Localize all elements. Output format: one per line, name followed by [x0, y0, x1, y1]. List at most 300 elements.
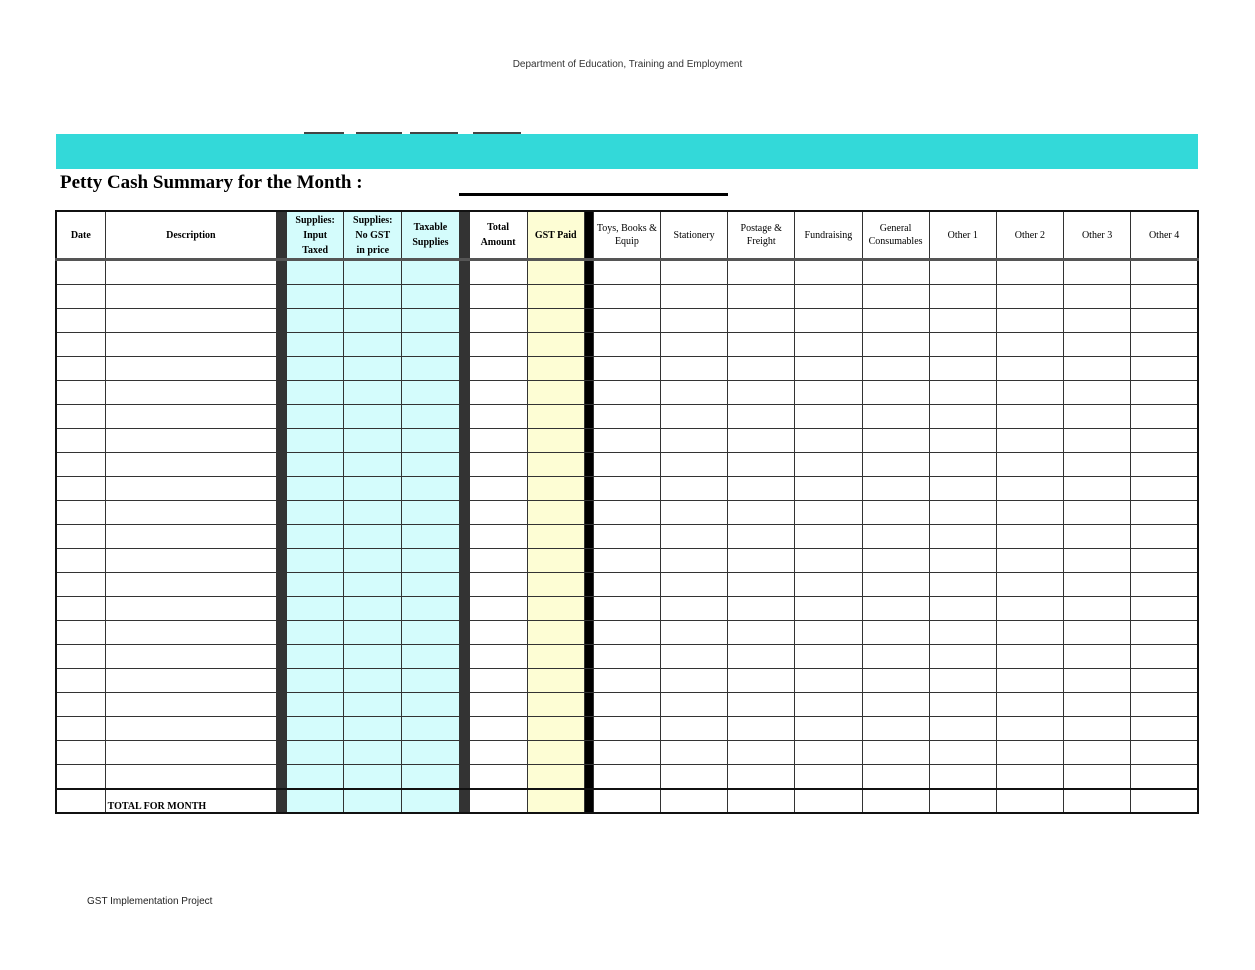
- cell-other2[interactable]: [996, 549, 1063, 573]
- cell-other2[interactable]: [996, 429, 1063, 453]
- cell-total-amount[interactable]: [469, 669, 527, 693]
- cell-gst-paid[interactable]: [527, 333, 584, 357]
- cell-description[interactable]: [105, 477, 276, 501]
- total-cell-general-consumables[interactable]: [862, 789, 929, 813]
- cell-toys-books-equip[interactable]: [593, 597, 660, 621]
- cell-other3[interactable]: [1064, 717, 1131, 741]
- cell-taxable-supplies[interactable]: [402, 645, 459, 669]
- cell-other3[interactable]: [1064, 669, 1131, 693]
- cell-postage-freight[interactable]: [728, 669, 795, 693]
- cell-date[interactable]: [56, 549, 105, 573]
- cell-postage-freight[interactable]: [728, 621, 795, 645]
- cell-postage-freight[interactable]: [728, 741, 795, 765]
- cell-other4[interactable]: [1131, 717, 1198, 741]
- cell-postage-freight[interactable]: [728, 549, 795, 573]
- cell-description[interactable]: [105, 260, 276, 285]
- cell-date[interactable]: [56, 477, 105, 501]
- cell-supplies-input-taxed[interactable]: [287, 429, 344, 453]
- cell-toys-books-equip[interactable]: [593, 645, 660, 669]
- cell-supplies-input-taxed[interactable]: [287, 597, 344, 621]
- cell-total-amount[interactable]: [469, 717, 527, 741]
- cell-other3[interactable]: [1064, 285, 1131, 309]
- cell-taxable-supplies[interactable]: [402, 357, 459, 381]
- cell-postage-freight[interactable]: [728, 453, 795, 477]
- cell-supplies-input-taxed[interactable]: [287, 717, 344, 741]
- month-input-line[interactable]: [459, 193, 728, 196]
- cell-total-amount[interactable]: [469, 621, 527, 645]
- cell-supplies-input-taxed[interactable]: [287, 333, 344, 357]
- cell-description[interactable]: [105, 501, 276, 525]
- cell-other3[interactable]: [1064, 501, 1131, 525]
- cell-gst-paid[interactable]: [527, 381, 584, 405]
- cell-supplies-no-gst[interactable]: [344, 765, 402, 790]
- cell-taxable-supplies[interactable]: [402, 741, 459, 765]
- cell-fundraising[interactable]: [795, 669, 862, 693]
- cell-total-amount[interactable]: [469, 573, 527, 597]
- cell-description[interactable]: [105, 645, 276, 669]
- total-cell-other1[interactable]: [929, 789, 996, 813]
- cell-other1[interactable]: [929, 381, 996, 405]
- cell-stationery[interactable]: [660, 549, 727, 573]
- cell-date[interactable]: [56, 285, 105, 309]
- cell-date[interactable]: [56, 525, 105, 549]
- cell-other2[interactable]: [996, 381, 1063, 405]
- cell-postage-freight[interactable]: [728, 693, 795, 717]
- cell-total-amount[interactable]: [469, 693, 527, 717]
- cell-other2[interactable]: [996, 285, 1063, 309]
- cell-other4[interactable]: [1131, 333, 1198, 357]
- cell-toys-books-equip[interactable]: [593, 549, 660, 573]
- cell-postage-freight[interactable]: [728, 717, 795, 741]
- cell-other3[interactable]: [1064, 693, 1131, 717]
- cell-toys-books-equip[interactable]: [593, 693, 660, 717]
- cell-other1[interactable]: [929, 717, 996, 741]
- cell-other3[interactable]: [1064, 477, 1131, 501]
- cell-stationery[interactable]: [660, 285, 727, 309]
- cell-supplies-no-gst[interactable]: [344, 693, 402, 717]
- cell-gst-paid[interactable]: [527, 621, 584, 645]
- cell-postage-freight[interactable]: [728, 333, 795, 357]
- cell-toys-books-equip[interactable]: [593, 357, 660, 381]
- cell-other2[interactable]: [996, 717, 1063, 741]
- cell-date[interactable]: [56, 405, 105, 429]
- cell-toys-books-equip[interactable]: [593, 621, 660, 645]
- cell-gst-paid[interactable]: [527, 717, 584, 741]
- cell-gst-paid[interactable]: [527, 405, 584, 429]
- cell-toys-books-equip[interactable]: [593, 669, 660, 693]
- cell-other4[interactable]: [1131, 693, 1198, 717]
- cell-gst-paid[interactable]: [527, 741, 584, 765]
- cell-taxable-supplies[interactable]: [402, 693, 459, 717]
- cell-other4[interactable]: [1131, 501, 1198, 525]
- cell-stationery[interactable]: [660, 573, 727, 597]
- cell-other3[interactable]: [1064, 549, 1131, 573]
- cell-other1[interactable]: [929, 405, 996, 429]
- cell-description[interactable]: [105, 381, 276, 405]
- cell-other4[interactable]: [1131, 405, 1198, 429]
- cell-general-consumables[interactable]: [862, 741, 929, 765]
- cell-total-amount[interactable]: [469, 549, 527, 573]
- cell-total-amount[interactable]: [469, 429, 527, 453]
- cell-fundraising[interactable]: [795, 309, 862, 333]
- total-cell-supplies-input-taxed[interactable]: [287, 789, 344, 813]
- cell-date[interactable]: [56, 669, 105, 693]
- cell-toys-books-equip[interactable]: [593, 309, 660, 333]
- cell-other2[interactable]: [996, 693, 1063, 717]
- cell-gst-paid[interactable]: [527, 429, 584, 453]
- cell-gst-paid[interactable]: [527, 765, 584, 790]
- cell-total-amount[interactable]: [469, 453, 527, 477]
- cell-supplies-input-taxed[interactable]: [287, 477, 344, 501]
- cell-other2[interactable]: [996, 501, 1063, 525]
- cell-other4[interactable]: [1131, 597, 1198, 621]
- cell-other1[interactable]: [929, 693, 996, 717]
- cell-fundraising[interactable]: [795, 477, 862, 501]
- cell-gst-paid[interactable]: [527, 453, 584, 477]
- cell-supplies-no-gst[interactable]: [344, 525, 402, 549]
- cell-total-amount[interactable]: [469, 333, 527, 357]
- cell-fundraising[interactable]: [795, 260, 862, 285]
- cell-date[interactable]: [56, 693, 105, 717]
- cell-postage-freight[interactable]: [728, 573, 795, 597]
- cell-gst-paid[interactable]: [527, 645, 584, 669]
- cell-other3[interactable]: [1064, 260, 1131, 285]
- cell-date[interactable]: [56, 621, 105, 645]
- cell-total-amount[interactable]: [469, 405, 527, 429]
- cell-other4[interactable]: [1131, 573, 1198, 597]
- cell-other1[interactable]: [929, 429, 996, 453]
- cell-gst-paid[interactable]: [527, 309, 584, 333]
- cell-stationery[interactable]: [660, 453, 727, 477]
- cell-other4[interactable]: [1131, 260, 1198, 285]
- cell-supplies-input-taxed[interactable]: [287, 645, 344, 669]
- total-cell-gst-paid[interactable]: [527, 789, 584, 813]
- cell-total-amount[interactable]: [469, 260, 527, 285]
- cell-description[interactable]: [105, 741, 276, 765]
- cell-fundraising[interactable]: [795, 645, 862, 669]
- cell-other1[interactable]: [929, 453, 996, 477]
- cell-other1[interactable]: [929, 285, 996, 309]
- cell-supplies-no-gst[interactable]: [344, 309, 402, 333]
- cell-fundraising[interactable]: [795, 549, 862, 573]
- cell-taxable-supplies[interactable]: [402, 717, 459, 741]
- cell-taxable-supplies[interactable]: [402, 573, 459, 597]
- total-cell-postage-freight[interactable]: [728, 789, 795, 813]
- cell-stationery[interactable]: [660, 621, 727, 645]
- cell-supplies-no-gst[interactable]: [344, 333, 402, 357]
- cell-other3[interactable]: [1064, 621, 1131, 645]
- cell-other1[interactable]: [929, 260, 996, 285]
- cell-other2[interactable]: [996, 525, 1063, 549]
- cell-other4[interactable]: [1131, 285, 1198, 309]
- cell-fundraising[interactable]: [795, 285, 862, 309]
- cell-fundraising[interactable]: [795, 621, 862, 645]
- cell-general-consumables[interactable]: [862, 333, 929, 357]
- cell-supplies-no-gst[interactable]: [344, 453, 402, 477]
- cell-other4[interactable]: [1131, 621, 1198, 645]
- cell-stationery[interactable]: [660, 645, 727, 669]
- cell-other4[interactable]: [1131, 549, 1198, 573]
- cell-supplies-no-gst[interactable]: [344, 645, 402, 669]
- cell-taxable-supplies[interactable]: [402, 765, 459, 790]
- cell-other3[interactable]: [1064, 525, 1131, 549]
- cell-date[interactable]: [56, 645, 105, 669]
- cell-description[interactable]: [105, 429, 276, 453]
- cell-other2[interactable]: [996, 477, 1063, 501]
- total-cell-total-amount[interactable]: [469, 789, 527, 813]
- cell-supplies-no-gst[interactable]: [344, 405, 402, 429]
- cell-other3[interactable]: [1064, 765, 1131, 790]
- cell-gst-paid[interactable]: [527, 549, 584, 573]
- cell-stationery[interactable]: [660, 357, 727, 381]
- cell-gst-paid[interactable]: [527, 501, 584, 525]
- cell-date[interactable]: [56, 717, 105, 741]
- cell-stationery[interactable]: [660, 429, 727, 453]
- cell-gst-paid[interactable]: [527, 597, 584, 621]
- cell-gst-paid[interactable]: [527, 525, 584, 549]
- cell-other3[interactable]: [1064, 453, 1131, 477]
- cell-total-amount[interactable]: [469, 477, 527, 501]
- cell-general-consumables[interactable]: [862, 573, 929, 597]
- cell-supplies-no-gst[interactable]: [344, 549, 402, 573]
- cell-other1[interactable]: [929, 333, 996, 357]
- cell-gst-paid[interactable]: [527, 669, 584, 693]
- total-cell-fundraising[interactable]: [795, 789, 862, 813]
- cell-other4[interactable]: [1131, 669, 1198, 693]
- cell-date[interactable]: [56, 501, 105, 525]
- cell-toys-books-equip[interactable]: [593, 381, 660, 405]
- cell-fundraising[interactable]: [795, 525, 862, 549]
- cell-total-amount[interactable]: [469, 741, 527, 765]
- cell-postage-freight[interactable]: [728, 765, 795, 790]
- cell-supplies-input-taxed[interactable]: [287, 525, 344, 549]
- cell-total-amount[interactable]: [469, 597, 527, 621]
- cell-date[interactable]: [56, 309, 105, 333]
- cell-stationery[interactable]: [660, 525, 727, 549]
- total-cell-stationery[interactable]: [660, 789, 727, 813]
- cell-taxable-supplies[interactable]: [402, 429, 459, 453]
- cell-other4[interactable]: [1131, 765, 1198, 790]
- total-cell-supplies-no-gst[interactable]: [344, 789, 402, 813]
- cell-fundraising[interactable]: [795, 357, 862, 381]
- cell-supplies-input-taxed[interactable]: [287, 453, 344, 477]
- cell-supplies-no-gst[interactable]: [344, 429, 402, 453]
- cell-postage-freight[interactable]: [728, 477, 795, 501]
- cell-description[interactable]: [105, 717, 276, 741]
- cell-total-amount[interactable]: [469, 525, 527, 549]
- cell-other4[interactable]: [1131, 645, 1198, 669]
- total-cell-other3[interactable]: [1064, 789, 1131, 813]
- cell-other1[interactable]: [929, 477, 996, 501]
- cell-other4[interactable]: [1131, 741, 1198, 765]
- cell-general-consumables[interactable]: [862, 477, 929, 501]
- cell-toys-books-equip[interactable]: [593, 333, 660, 357]
- cell-description[interactable]: [105, 693, 276, 717]
- cell-general-consumables[interactable]: [862, 597, 929, 621]
- cell-fundraising[interactable]: [795, 333, 862, 357]
- cell-total-amount[interactable]: [469, 381, 527, 405]
- cell-general-consumables[interactable]: [862, 405, 929, 429]
- cell-description[interactable]: [105, 549, 276, 573]
- cell-other2[interactable]: [996, 357, 1063, 381]
- cell-postage-freight[interactable]: [728, 381, 795, 405]
- cell-supplies-no-gst[interactable]: [344, 741, 402, 765]
- cell-date[interactable]: [56, 741, 105, 765]
- cell-other3[interactable]: [1064, 645, 1131, 669]
- cell-other4[interactable]: [1131, 381, 1198, 405]
- cell-other3[interactable]: [1064, 597, 1131, 621]
- cell-other4[interactable]: [1131, 309, 1198, 333]
- cell-toys-books-equip[interactable]: [593, 573, 660, 597]
- cell-toys-books-equip[interactable]: [593, 717, 660, 741]
- cell-supplies-no-gst[interactable]: [344, 501, 402, 525]
- cell-date[interactable]: [56, 381, 105, 405]
- cell-other2[interactable]: [996, 333, 1063, 357]
- cell-supplies-input-taxed[interactable]: [287, 405, 344, 429]
- cell-postage-freight[interactable]: [728, 645, 795, 669]
- cell-postage-freight[interactable]: [728, 260, 795, 285]
- cell-other2[interactable]: [996, 741, 1063, 765]
- cell-other2[interactable]: [996, 621, 1063, 645]
- cell-other1[interactable]: [929, 549, 996, 573]
- cell-gst-paid[interactable]: [527, 285, 584, 309]
- cell-description[interactable]: [105, 621, 276, 645]
- total-cell-date[interactable]: [56, 789, 105, 813]
- cell-other2[interactable]: [996, 669, 1063, 693]
- cell-gst-paid[interactable]: [527, 260, 584, 285]
- cell-stationery[interactable]: [660, 309, 727, 333]
- cell-other2[interactable]: [996, 597, 1063, 621]
- cell-other3[interactable]: [1064, 573, 1131, 597]
- cell-date[interactable]: [56, 453, 105, 477]
- cell-supplies-input-taxed[interactable]: [287, 669, 344, 693]
- cell-supplies-input-taxed[interactable]: [287, 765, 344, 790]
- cell-stationery[interactable]: [660, 260, 727, 285]
- cell-stationery[interactable]: [660, 717, 727, 741]
- cell-postage-freight[interactable]: [728, 501, 795, 525]
- cell-other4[interactable]: [1131, 453, 1198, 477]
- cell-toys-books-equip[interactable]: [593, 477, 660, 501]
- cell-other4[interactable]: [1131, 525, 1198, 549]
- cell-toys-books-equip[interactable]: [593, 525, 660, 549]
- cell-date[interactable]: [56, 597, 105, 621]
- cell-stationery[interactable]: [660, 477, 727, 501]
- cell-general-consumables[interactable]: [862, 765, 929, 790]
- cell-general-consumables[interactable]: [862, 309, 929, 333]
- cell-taxable-supplies[interactable]: [402, 453, 459, 477]
- cell-total-amount[interactable]: [469, 645, 527, 669]
- cell-postage-freight[interactable]: [728, 597, 795, 621]
- cell-toys-books-equip[interactable]: [593, 765, 660, 790]
- cell-fundraising[interactable]: [795, 405, 862, 429]
- cell-toys-books-equip[interactable]: [593, 405, 660, 429]
- cell-supplies-input-taxed[interactable]: [287, 501, 344, 525]
- cell-general-consumables[interactable]: [862, 717, 929, 741]
- cell-postage-freight[interactable]: [728, 525, 795, 549]
- cell-supplies-no-gst[interactable]: [344, 260, 402, 285]
- cell-supplies-input-taxed[interactable]: [287, 309, 344, 333]
- cell-total-amount[interactable]: [469, 285, 527, 309]
- cell-supplies-input-taxed[interactable]: [287, 285, 344, 309]
- cell-other1[interactable]: [929, 645, 996, 669]
- cell-supplies-no-gst[interactable]: [344, 717, 402, 741]
- cell-total-amount[interactable]: [469, 501, 527, 525]
- cell-general-consumables[interactable]: [862, 429, 929, 453]
- cell-description[interactable]: [105, 333, 276, 357]
- cell-stationery[interactable]: [660, 381, 727, 405]
- cell-supplies-no-gst[interactable]: [344, 381, 402, 405]
- cell-general-consumables[interactable]: [862, 453, 929, 477]
- cell-other4[interactable]: [1131, 477, 1198, 501]
- cell-taxable-supplies[interactable]: [402, 309, 459, 333]
- cell-postage-freight[interactable]: [728, 405, 795, 429]
- cell-taxable-supplies[interactable]: [402, 477, 459, 501]
- cell-gst-paid[interactable]: [527, 357, 584, 381]
- cell-other2[interactable]: [996, 765, 1063, 790]
- cell-description[interactable]: [105, 357, 276, 381]
- cell-stationery[interactable]: [660, 405, 727, 429]
- cell-gst-paid[interactable]: [527, 693, 584, 717]
- cell-supplies-no-gst[interactable]: [344, 357, 402, 381]
- cell-supplies-input-taxed[interactable]: [287, 621, 344, 645]
- cell-fundraising[interactable]: [795, 693, 862, 717]
- cell-stationery[interactable]: [660, 333, 727, 357]
- cell-stationery[interactable]: [660, 501, 727, 525]
- cell-description[interactable]: [105, 765, 276, 790]
- cell-general-consumables[interactable]: [862, 501, 929, 525]
- cell-supplies-input-taxed[interactable]: [287, 357, 344, 381]
- cell-other1[interactable]: [929, 765, 996, 790]
- cell-other3[interactable]: [1064, 309, 1131, 333]
- total-cell-other2[interactable]: [996, 789, 1063, 813]
- cell-other1[interactable]: [929, 573, 996, 597]
- cell-description[interactable]: [105, 405, 276, 429]
- cell-postage-freight[interactable]: [728, 357, 795, 381]
- cell-other1[interactable]: [929, 669, 996, 693]
- cell-taxable-supplies[interactable]: [402, 549, 459, 573]
- cell-taxable-supplies[interactable]: [402, 285, 459, 309]
- cell-other3[interactable]: [1064, 381, 1131, 405]
- cell-other4[interactable]: [1131, 429, 1198, 453]
- cell-supplies-input-taxed[interactable]: [287, 741, 344, 765]
- cell-toys-books-equip[interactable]: [593, 429, 660, 453]
- cell-stationery[interactable]: [660, 597, 727, 621]
- cell-total-amount[interactable]: [469, 309, 527, 333]
- cell-general-consumables[interactable]: [862, 669, 929, 693]
- cell-description[interactable]: [105, 597, 276, 621]
- total-cell-toys-books-equip[interactable]: [593, 789, 660, 813]
- cell-stationery[interactable]: [660, 765, 727, 790]
- cell-date[interactable]: [56, 765, 105, 790]
- cell-gst-paid[interactable]: [527, 477, 584, 501]
- cell-description[interactable]: [105, 285, 276, 309]
- cell-other1[interactable]: [929, 597, 996, 621]
- cell-toys-books-equip[interactable]: [593, 285, 660, 309]
- cell-other1[interactable]: [929, 621, 996, 645]
- cell-other2[interactable]: [996, 309, 1063, 333]
- cell-fundraising[interactable]: [795, 501, 862, 525]
- cell-general-consumables[interactable]: [862, 645, 929, 669]
- cell-date[interactable]: [56, 260, 105, 285]
- cell-taxable-supplies[interactable]: [402, 381, 459, 405]
- cell-description[interactable]: [105, 453, 276, 477]
- cell-supplies-no-gst[interactable]: [344, 573, 402, 597]
- cell-other3[interactable]: [1064, 405, 1131, 429]
- cell-supplies-input-taxed[interactable]: [287, 381, 344, 405]
- cell-taxable-supplies[interactable]: [402, 525, 459, 549]
- cell-other1[interactable]: [929, 357, 996, 381]
- cell-fundraising[interactable]: [795, 597, 862, 621]
